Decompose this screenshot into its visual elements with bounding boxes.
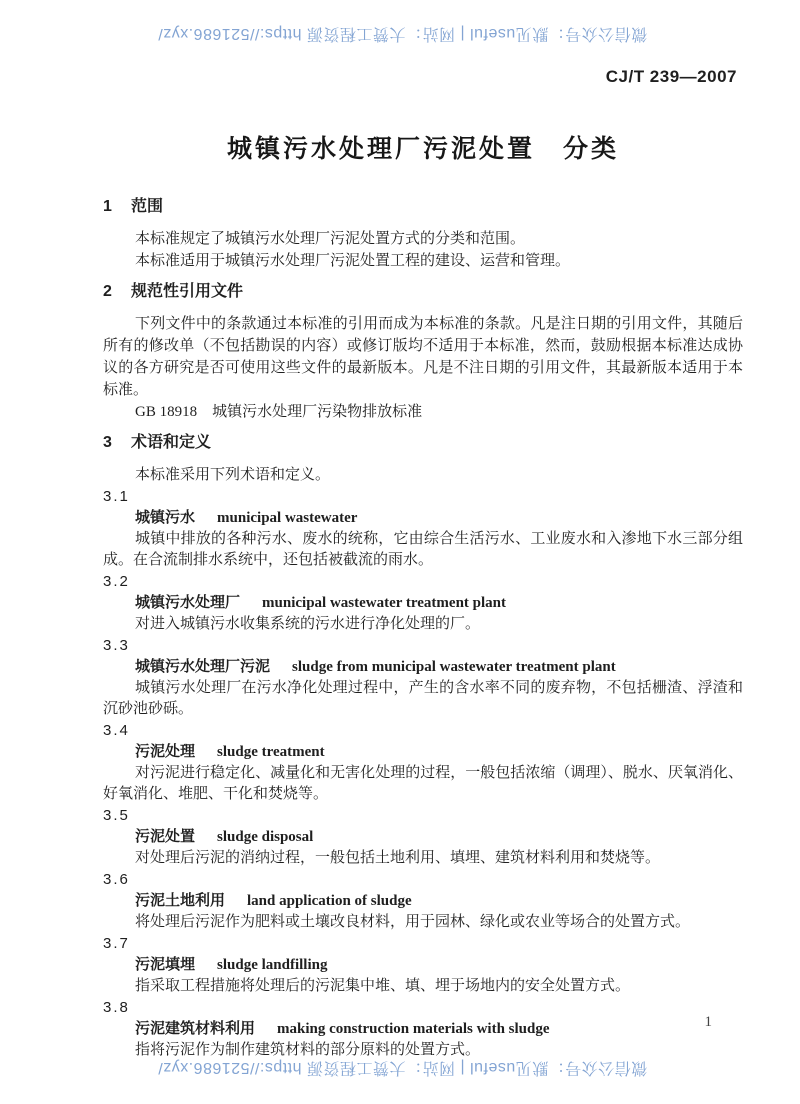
page-number: 1 bbox=[704, 1014, 712, 1030]
standard-number: CJ/T 239—2007 bbox=[605, 67, 737, 86]
term-english: making construction materials with sludge bbox=[277, 1021, 550, 1037]
term-title bbox=[103, 507, 743, 529]
term-definition: 将处理后污泥作为肥料或土壤改良材料，用于园林、绿化或农业等场合的处置方式。 bbox=[135, 914, 691, 930]
term-block-3-1 bbox=[103, 486, 743, 571]
term-title bbox=[103, 592, 743, 614]
term-chinese: 污泥处置 bbox=[135, 828, 196, 845]
term-chinese: 城镇污水处理厂污泥 bbox=[135, 658, 271, 675]
term-english: sludge from municipal wastewater treatment plant bbox=[292, 659, 616, 675]
clause-number: 3.7 bbox=[103, 935, 130, 952]
paragraph: 本标准适用于城镇污水处理厂污泥处置工程的建设、运营和管理。 bbox=[135, 253, 571, 269]
section-label: 术语和定义 bbox=[131, 434, 212, 451]
paragraph: 本标准采用下列术语和定义。 bbox=[135, 467, 331, 483]
term-definition: 城镇污水处理厂在污水净化处理过程中，产生的含水率不同的废弃物，不包括栅渣、浮渣和沉砂池砂砾。 bbox=[103, 680, 743, 717]
term-english: sludge treatment bbox=[217, 744, 325, 760]
term-block-3-3 bbox=[103, 635, 743, 720]
section-number: 3 bbox=[103, 434, 112, 451]
clause-number: 3.5 bbox=[103, 807, 130, 824]
term-title bbox=[103, 826, 743, 848]
term-english: sludge landfilling bbox=[217, 957, 328, 973]
clause-number: 3.1 bbox=[103, 488, 130, 505]
term-title bbox=[103, 954, 743, 976]
term-english: municipal wastewater treatment plant bbox=[262, 595, 507, 611]
term-block-3-7 bbox=[103, 933, 743, 997]
term-block-3-4 bbox=[103, 720, 743, 805]
section-number: 1 bbox=[103, 198, 112, 215]
term-definition: 指将污泥作为制作建筑材料的部分原料的处置方式。 bbox=[135, 1042, 481, 1058]
reference-entry: GB 18918 城镇污水处理厂污染物排放标准 bbox=[135, 404, 423, 420]
term-block-3-2 bbox=[103, 571, 743, 635]
term-block-3-8 bbox=[103, 997, 743, 1061]
watermark-banner-top: 微信公众号：默见useful | 网站：大赞工程资源 https://521686.xyz/ bbox=[157, 25, 648, 42]
term-title bbox=[103, 890, 743, 912]
section-heading-scope bbox=[103, 196, 743, 218]
term-chinese: 城镇污水 bbox=[135, 509, 196, 526]
term-block-3-5 bbox=[103, 805, 743, 869]
term-chinese: 城镇污水处理厂 bbox=[135, 594, 241, 611]
term-english: municipal wastewater bbox=[217, 510, 358, 526]
clause-number: 3.4 bbox=[103, 722, 130, 739]
document-title: 城镇污水处理厂污泥处置 分类 bbox=[226, 135, 619, 163]
section-number: 2 bbox=[103, 283, 112, 300]
clause-number: 3.6 bbox=[103, 871, 130, 888]
watermark-banner-bottom: 微信公众号：默见useful | 网站：大赞工程资源 https://521686.xyz/ bbox=[157, 1059, 648, 1076]
paragraph: 下列文件中的条款通过本标准的引用而成为本标准的条款。凡是注日期的引用文件，其随后所有的修改单（不包括勘误的内容）或修订版均不适用于本标准，然而，鼓励根据本标准达成协议的各方研究是否可使用这些文件的最新版本。凡是不注日期的引用文件，其最新版本适用于本标准。 bbox=[103, 316, 743, 398]
term-definition: 对进入城镇污水收集系统的污水进行净化处理的厂。 bbox=[135, 616, 481, 632]
term-definition: 指采取工程措施将处理后的污泥集中堆、填、埋于场地内的安全处置方式。 bbox=[135, 978, 631, 994]
document-content bbox=[103, 136, 743, 1061]
term-definition: 城镇中排放的各种污水、废水的统称，它由综合生活污水、工业废水和入渗地下水三部分组成。在合流制排水系统中，还包括被截流的雨水。 bbox=[103, 531, 743, 568]
section-heading-terms-definitions bbox=[103, 432, 743, 454]
section-label: 范围 bbox=[131, 198, 164, 215]
section-label: 规范性引用文件 bbox=[131, 283, 244, 300]
clause-number: 3.3 bbox=[103, 637, 130, 654]
section-heading-normative-references bbox=[103, 281, 743, 303]
term-title bbox=[103, 656, 743, 678]
term-title bbox=[103, 741, 743, 763]
term-definition: 对污泥进行稳定化、减量化和无害化处理的过程，一般包括浓缩（调理）、脱水、厌氧消化、好氧消化、堆肥、干化和焚烧等。 bbox=[103, 765, 743, 802]
term-english: land application of sludge bbox=[247, 893, 412, 909]
term-chinese: 污泥填埋 bbox=[135, 956, 196, 973]
clause-number: 3.2 bbox=[103, 573, 130, 590]
term-block-3-6 bbox=[103, 869, 743, 933]
term-definition: 对处理后污泥的消纳过程，一般包括土地利用、填埋、建筑材料利用和焚烧等。 bbox=[135, 850, 661, 866]
clause-number: 3.8 bbox=[103, 999, 130, 1016]
term-chinese: 污泥处理 bbox=[135, 743, 196, 760]
term-chinese: 污泥土地利用 bbox=[135, 892, 226, 909]
term-title bbox=[103, 1018, 743, 1040]
term-english: sludge disposal bbox=[217, 829, 314, 845]
paragraph: 本标准规定了城镇污水处理厂污泥处置方式的分类和范围。 bbox=[135, 231, 526, 247]
term-chinese: 污泥建筑材料利用 bbox=[135, 1020, 256, 1037]
